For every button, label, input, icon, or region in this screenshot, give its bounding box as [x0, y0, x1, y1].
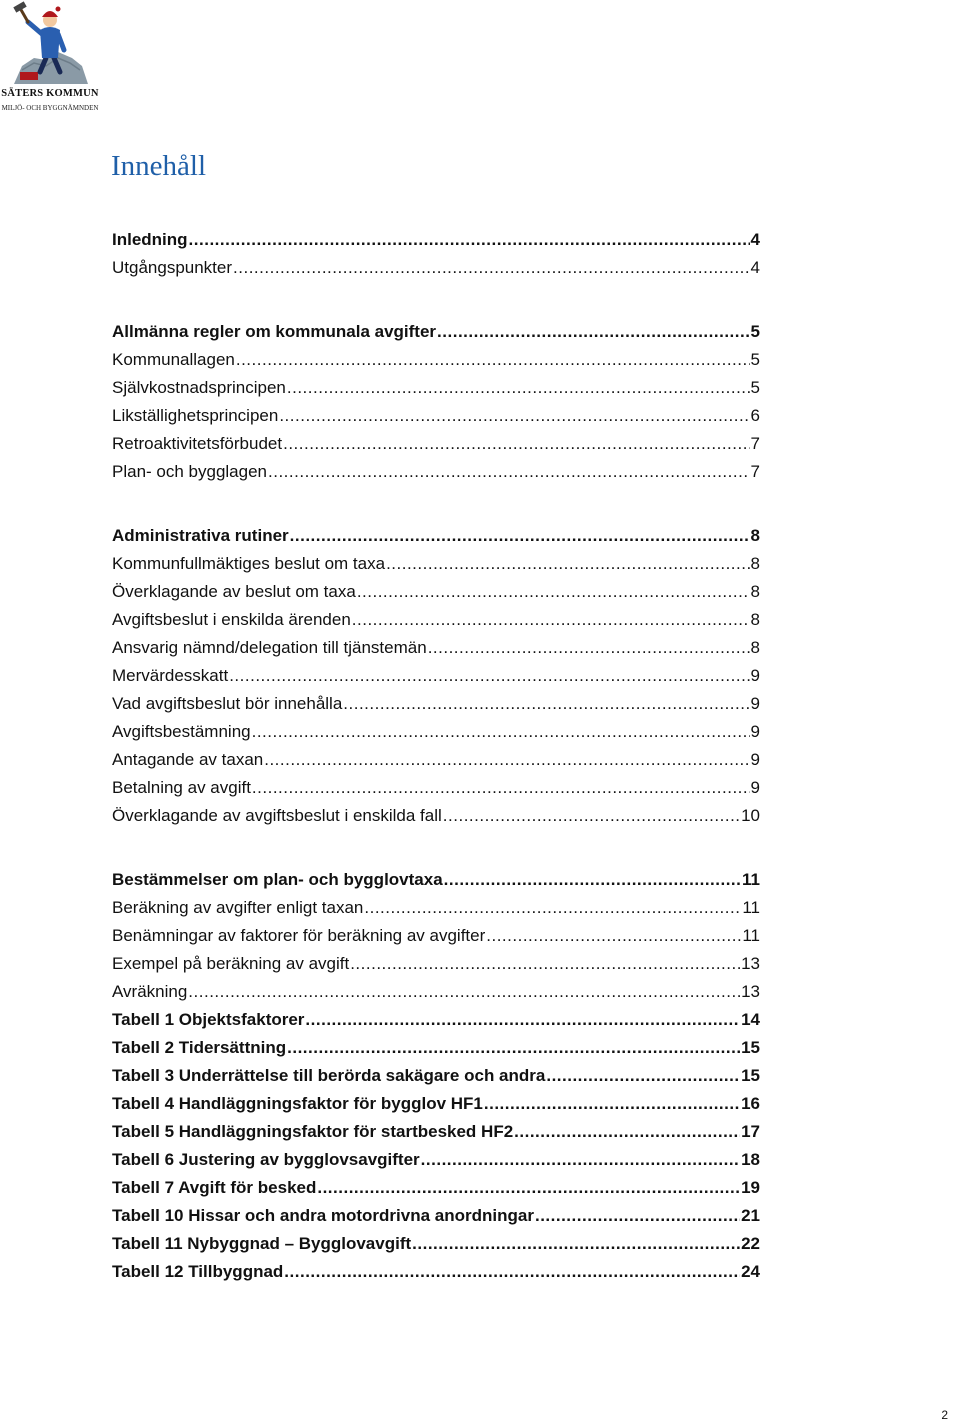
toc-section	[112, 226, 760, 282]
toc-entry-page: 13	[741, 982, 760, 1001]
toc-entry-page: 9	[750, 778, 760, 797]
toc-entry-label: Tabell 12 Tillbyggnad	[112, 1262, 284, 1281]
toc-entry-link[interactable]	[112, 894, 760, 922]
toc-dot-leader	[428, 634, 750, 662]
toc-dot-leader	[546, 1062, 740, 1090]
toc-entry-label: Allmänna regler om kommunala avgifter	[112, 322, 437, 341]
toc-entry-page: 9	[750, 722, 760, 741]
logo-department-name: MILJÖ- OCH BYGGNÄMNDEN	[1, 104, 99, 112]
toc-entry-link[interactable]	[112, 606, 760, 634]
toc-entry-link[interactable]	[112, 950, 760, 978]
toc-entry-page: 8	[750, 526, 760, 545]
toc-entry-page: 6	[750, 406, 760, 425]
toc-dot-leader	[437, 318, 749, 346]
logo-municipality-name: SÄTERS KOMMUN	[1, 88, 99, 99]
toc-entry-link[interactable]	[112, 866, 760, 894]
toc-entry-page: 21	[741, 1206, 760, 1225]
toc-entry-label: Överklagande av avgiftsbeslut i enskilda fall	[112, 806, 442, 825]
table-of-contents	[112, 226, 760, 1322]
toc-entry-label: Inledning	[112, 230, 188, 249]
toc-entry-label: Antagande av taxan	[112, 750, 264, 769]
toc-entry-page: 5	[750, 322, 760, 341]
toc-dot-leader	[343, 690, 749, 718]
toc-entry-page: 4	[750, 258, 760, 277]
toc-entry-page: 4	[750, 230, 760, 249]
toc-title: Innehåll	[111, 150, 207, 182]
toc-entry-link[interactable]	[112, 978, 760, 1006]
toc-entry-label: Överklagande av beslut om taxa	[112, 582, 356, 601]
toc-dot-leader	[264, 746, 749, 774]
toc-entry-link[interactable]	[112, 1006, 760, 1034]
toc-entry-link[interactable]	[112, 226, 760, 254]
toc-dot-leader	[283, 430, 749, 458]
toc-dot-leader	[233, 254, 750, 282]
toc-entry-label: Plan- och bygglagen	[112, 462, 268, 481]
toc-entry-label: Utgångspunkter	[112, 258, 233, 277]
toc-entry-label: Tabell 4 Handläggningsfaktor för bygglov HF1	[112, 1094, 483, 1113]
toc-entry-page: 9	[750, 750, 760, 769]
toc-entry-page: 19	[741, 1178, 760, 1197]
toc-dot-leader	[350, 950, 740, 978]
toc-dot-leader	[189, 226, 750, 254]
toc-dot-leader	[486, 922, 741, 950]
toc-entry-page: 17	[741, 1122, 760, 1141]
toc-entry-page: 11	[742, 898, 760, 917]
toc-dot-leader	[535, 1202, 740, 1230]
toc-entry-label: Likställighetsprincipen	[112, 406, 279, 425]
toc-entry-link[interactable]	[112, 1146, 760, 1174]
toc-entry-label: Avgiftsbeslut i enskilda ärenden	[112, 610, 351, 629]
toc-entry-label: Exempel på beräkning av avgift	[112, 954, 350, 973]
toc-entry-page: 7	[750, 434, 760, 453]
toc-entry-link[interactable]	[112, 522, 760, 550]
toc-entry-label: Tabell 6 Justering av bygglovsavgifter	[112, 1150, 420, 1169]
toc-entry-page: 13	[741, 954, 760, 973]
toc-entry-link[interactable]	[112, 430, 760, 458]
toc-entry-label: Mervärdesskatt	[112, 666, 229, 685]
toc-entry-label: Tabell 1 Objektsfaktorer	[112, 1010, 305, 1029]
toc-entry-label: Ansvarig nämnd/delegation till tjänstemän	[112, 638, 427, 657]
toc-dot-leader	[290, 522, 750, 550]
municipality-logo	[0, 0, 100, 118]
toc-entry-link[interactable]	[112, 1174, 760, 1202]
toc-entry-page: 14	[741, 1010, 760, 1029]
toc-entry-page: 8	[750, 582, 760, 601]
toc-entry-page: 24	[741, 1262, 760, 1281]
toc-entry-label: Benämningar av faktorer för beräkning av avgifter	[112, 926, 486, 945]
toc-entry-link[interactable]	[112, 402, 760, 430]
toc-entry-label: Tabell 5 Handläggningsfaktor för startbesked HF2	[112, 1122, 514, 1141]
toc-entry-label: Självkostnadsprincipen	[112, 378, 286, 397]
toc-dot-leader	[279, 402, 749, 430]
toc-entry-link[interactable]	[112, 1034, 760, 1062]
toc-entry-label: Avgiftsbestämning	[112, 722, 251, 741]
toc-entry-link[interactable]	[112, 318, 760, 346]
toc-entry-link[interactable]	[112, 550, 760, 578]
toc-entry-link[interactable]	[112, 1118, 760, 1146]
toc-entry-page: 18	[741, 1150, 760, 1169]
toc-entry-page: 9	[750, 694, 760, 713]
toc-dot-leader	[357, 578, 750, 606]
toc-entry-link[interactable]	[112, 1230, 760, 1258]
toc-entry-page: 22	[741, 1234, 760, 1253]
toc-dot-leader	[364, 894, 741, 922]
toc-entry-label: Kommunallagen	[112, 350, 235, 369]
toc-entry-page: 9	[750, 666, 760, 685]
toc-dot-leader	[444, 866, 741, 894]
toc-dot-leader	[317, 1174, 740, 1202]
toc-entry-link[interactable]	[112, 254, 760, 282]
toc-dot-leader	[514, 1118, 740, 1146]
toc-entry-link[interactable]	[112, 922, 760, 950]
page-number: 2	[941, 1408, 948, 1422]
toc-entry-link[interactable]	[112, 1202, 760, 1230]
toc-entry-link[interactable]	[112, 690, 760, 718]
toc-entry-page: 7	[750, 462, 760, 481]
toc-entry-page: 8	[750, 610, 760, 629]
toc-dot-leader	[443, 802, 740, 830]
toc-dot-leader	[284, 1258, 740, 1286]
toc-entry-label: Tabell 3 Underrättelse till berörda sakägare och andra	[112, 1066, 546, 1085]
toc-entry-page: 5	[750, 378, 760, 397]
toc-entry-page: 10	[741, 806, 760, 825]
toc-dot-leader	[229, 662, 749, 690]
toc-entry-link[interactable]	[112, 662, 760, 690]
toc-entry-label: Tabell 2 Tidersättning	[112, 1038, 287, 1057]
toc-dot-leader	[352, 606, 750, 634]
toc-entry-link[interactable]	[112, 1090, 760, 1118]
toc-entry-link[interactable]	[112, 1258, 760, 1286]
toc-entry-label: Administrativa rutiner	[112, 526, 289, 545]
miner-emblem-icon	[0, 0, 100, 88]
toc-dot-leader	[412, 1230, 740, 1258]
toc-dot-leader	[386, 550, 749, 578]
toc-entry-page: 15	[741, 1038, 760, 1057]
toc-entry-link[interactable]	[112, 458, 760, 486]
toc-entry-link[interactable]	[112, 374, 760, 402]
toc-entry-page: 16	[741, 1094, 760, 1113]
toc-entry-link[interactable]	[112, 634, 760, 662]
toc-entry-page: 8	[750, 638, 760, 657]
toc-entry-label: Vad avgiftsbeslut bör innehålla	[112, 694, 343, 713]
toc-dot-leader	[236, 346, 750, 374]
toc-entry-page: 5	[750, 350, 760, 369]
toc-dot-leader	[421, 1146, 740, 1174]
toc-entry-link[interactable]	[112, 718, 760, 746]
toc-dot-leader	[268, 458, 750, 486]
toc-entry-label: Tabell 7 Avgift för besked	[112, 1178, 317, 1197]
toc-entry-label: Bestämmelser om plan- och bygglovtaxa	[112, 870, 443, 889]
toc-entry-label: Tabell 11 Nybyggnad – Bygglovavgift	[112, 1234, 412, 1253]
toc-entry-page: 8	[750, 554, 760, 573]
toc-entry-link[interactable]	[112, 802, 760, 830]
toc-dot-leader	[252, 718, 750, 746]
toc-dot-leader	[287, 1034, 740, 1062]
toc-entry-link[interactable]	[112, 346, 760, 374]
toc-entry-link[interactable]	[112, 578, 760, 606]
toc-section	[112, 522, 760, 830]
toc-section	[112, 318, 760, 486]
toc-entry-page: 11	[742, 926, 760, 945]
toc-dot-leader	[484, 1090, 740, 1118]
toc-entry-label: Retroaktivitetsförbudet	[112, 434, 283, 453]
toc-entry-label: Beräkning av avgifter enligt taxan	[112, 898, 364, 917]
toc-dot-leader	[188, 978, 740, 1006]
toc-entry-link[interactable]	[112, 746, 760, 774]
toc-dot-leader	[305, 1006, 740, 1034]
toc-entry-link[interactable]	[112, 774, 760, 802]
toc-dot-leader	[252, 774, 750, 802]
toc-section	[112, 866, 760, 1286]
toc-entry-label: Tabell 10 Hissar och andra motordrivna anordningar	[112, 1206, 534, 1225]
toc-dot-leader	[287, 374, 750, 402]
toc-entry-label: Avräkning	[112, 982, 188, 1001]
toc-entry-label: Kommunfullmäktiges beslut om taxa	[112, 554, 386, 573]
toc-entry-page: 11	[742, 870, 760, 889]
toc-entry-label: Betalning av avgift	[112, 778, 251, 797]
toc-entry-page: 15	[741, 1066, 760, 1085]
toc-entry-link[interactable]	[112, 1062, 760, 1090]
